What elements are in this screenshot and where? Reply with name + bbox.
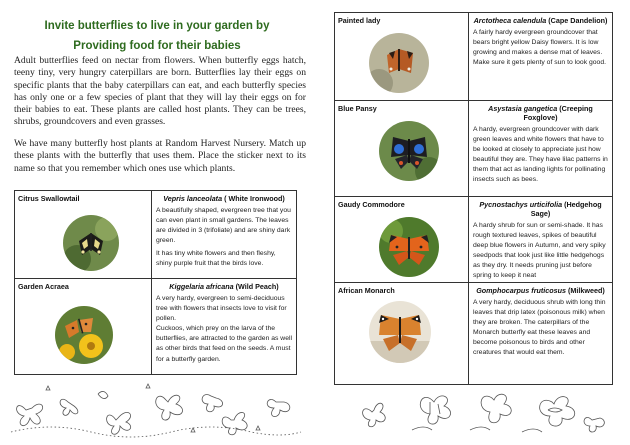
butterfly-name: Gaudy Commodore	[338, 200, 405, 209]
plant-table-right	[334, 12, 613, 385]
intro-paragraph: Adult butterflies feed on nectar from flowers. When butterfly eggs hatch, teeny tiny, very hungry caterpillars are born. Butterflies lay their eggs on specific plants that the baby caterpillars can eat, and each butterfly species has only one or a few species of plant that they will lay their eggs on for their babies to eat. These plants are called host plants. They can be trees, shrubs, groundcovers and even grasses.	[14, 55, 306, 128]
butterfly-doodle-border-left	[6, 380, 306, 440]
page-title-line1: Invite butterflies to live in your garden by	[44, 20, 270, 32]
table-row	[15, 279, 297, 375]
plant-name: Vepris lanceolata ( White Ironwood)	[163, 194, 285, 203]
right-page	[316, 0, 630, 445]
butterfly-cell	[335, 197, 469, 283]
gaudy-commodore-photo	[379, 217, 439, 277]
plant-cell	[469, 282, 613, 384]
butterfly-name: Citrus Swallowtail	[18, 194, 80, 203]
blue-pansy-photo	[379, 121, 439, 181]
plant-name: Gomphocarpus fruticosus (Milkweed)	[476, 285, 605, 295]
plant-name: Kiggelaria africana (Wild Peach)	[169, 282, 279, 291]
plant-name: Arctotheca calendula (Cape Dandelion)	[473, 16, 608, 25]
table-row	[335, 101, 613, 197]
butterfly-name: Garden Acraea	[18, 282, 69, 291]
plant-cell	[469, 13, 613, 101]
instructions-paragraph: We have many butterfly host plants at Random Harvest Nursery. Match up these plants with the butterfly that uses them. Place the sticker next to its name so that you remember which ones use which plants.	[14, 138, 306, 174]
plant-description: A hardy, evergreen groundcover with dark green leaves and white flowers that have to be looked at closely to appreciate just how beautiful they are. They have lilac patterns in them that act as landing lights for pollinating insects such as bees.	[473, 126, 608, 184]
butterfly-cell	[15, 191, 152, 279]
butterfly-cell	[335, 13, 469, 101]
painted-lady-photo	[369, 33, 429, 93]
table-row	[335, 197, 613, 283]
butterfly-name: Painted lady	[338, 16, 381, 25]
plant-cell	[469, 101, 613, 197]
page-title-line2: Providing food for their babies	[73, 40, 241, 52]
table-row	[335, 13, 613, 101]
plant-description: Cuckoos, which prey on the larva of the butterflies, are attracted to the garden as well as other birds that feed on the seeds. A must for a butterfly garden.	[156, 325, 293, 363]
butterfly-cell	[335, 282, 469, 384]
plant-description: A beautifully shaped, evergreen tree that you can even plant in small gardens. The leaves are divided in 3 (trifoliate) and are shiny dark green.	[156, 207, 291, 245]
plant-cell	[152, 279, 297, 375]
plant-name: Pycnostachys urticifolia (Hedgehog Sage)	[479, 200, 602, 218]
plant-description: A very hardy, deciduous shrub with long thin leaves that drip latex (poisonous milk) when they are broken. The caterpillars of the Monarch butterfly eat these leaves and become poisonous to birds and other creatures that would eat them.	[473, 298, 606, 357]
plant-description: A fairly hardy evergreen groundcover that bears bright yellow Daisy flowers. It is low growing and makes a dense mat of leaves. Make sure it gets plenty of sun to look good.	[473, 29, 606, 67]
plant-cell	[469, 197, 613, 283]
butterfly-cell	[15, 279, 152, 375]
plant-description: It has tiny white flowers and then fleshy, shiny purple fruit that the birds love.	[156, 250, 276, 268]
plant-name: Asystasia gangetica (Creeping Foxglove)	[488, 104, 593, 122]
table-row	[335, 282, 613, 384]
butterfly-name: Blue Pansy	[338, 104, 377, 113]
plant-table-left	[14, 190, 297, 375]
butterfly-name: African Monarch	[338, 285, 395, 295]
plant-description: A very hardy, evergreen to semi-deciduous tree with flowers that insects love to visit for pollen.	[156, 295, 287, 323]
citrus-swallowtail-photo	[63, 215, 119, 271]
left-page	[0, 0, 314, 445]
table-row	[15, 191, 297, 279]
african-monarch-photo	[369, 301, 431, 363]
butterfly-cell	[335, 101, 469, 197]
garden-acraea-photo	[55, 306, 113, 364]
butterfly-doodle-border-right	[352, 380, 622, 440]
plant-cell	[152, 191, 297, 279]
plant-description: A hardy shrub for sun or semi-shade. It has rough textured leaves, spikes of beautiful deep blue flowers in Autumn, and very spiky seedpods that look just like little hedgehogs as they dry. It needs pruning just before spring to keep it neat	[473, 222, 606, 280]
